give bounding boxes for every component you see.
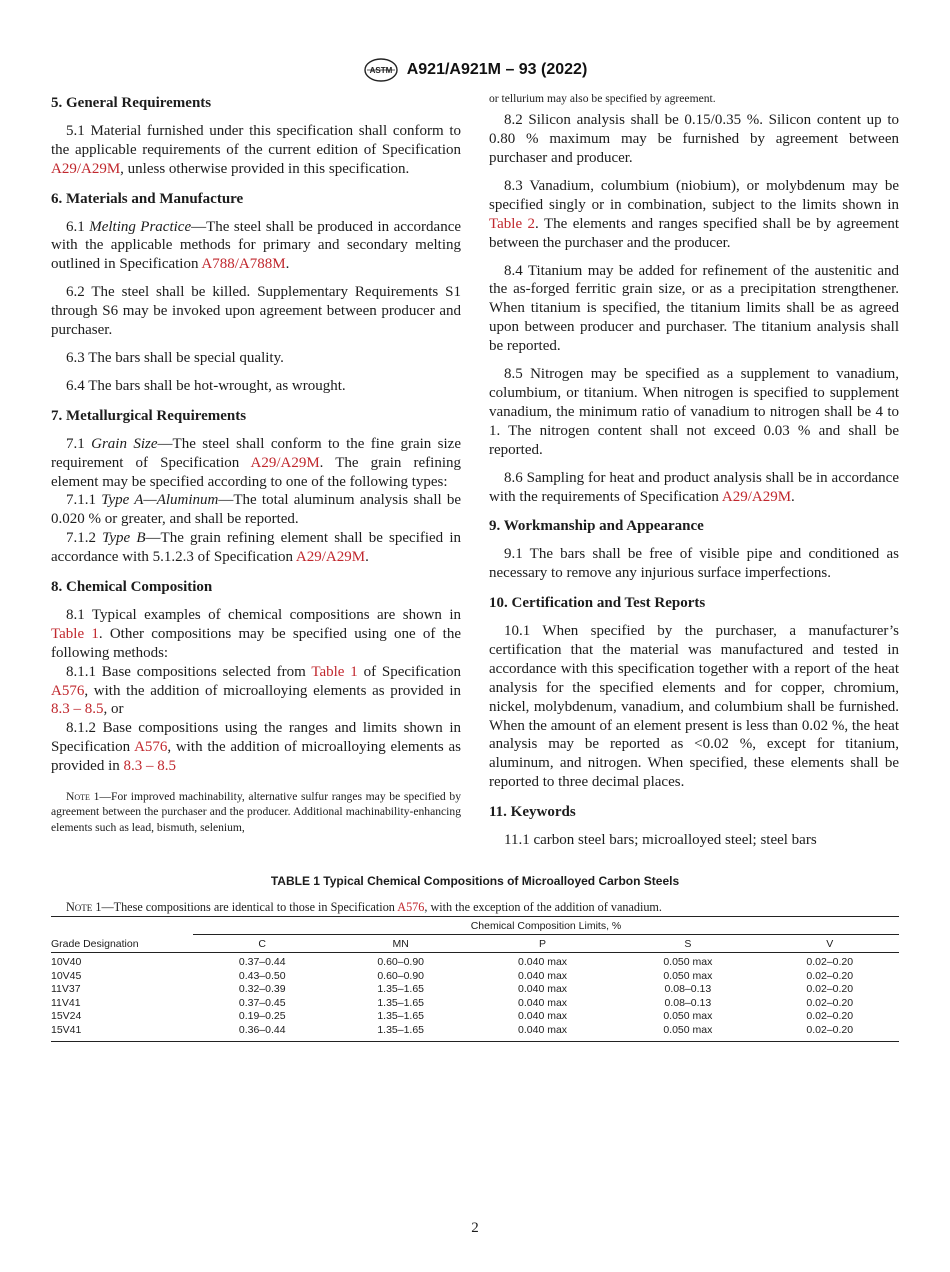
logo-text: ASTM <box>369 66 393 75</box>
column-header: P <box>470 935 615 953</box>
ref-link[interactable]: A29/A29M <box>250 454 320 471</box>
table-cell: 0.040 max <box>518 956 568 968</box>
para-8-1-2: 8.1.2 Base compositions using the ranges and limits shown in Specification A576, with the addition of microalloying elements as provided in 8.3 – 8.5 <box>51 720 461 775</box>
section-6-heading: 6. Materials and Manufacture <box>51 190 244 207</box>
section-5-heading: 5. General Requirements <box>51 95 212 111</box>
table-cell: 0.050 max <box>663 1010 713 1023</box>
table-1 <box>51 874 899 1042</box>
grade-header: Grade Designation <box>51 917 193 953</box>
table-cell: 0.040 max <box>518 996 568 1009</box>
grade-cell: 10V45 <box>51 969 82 982</box>
table-cell: 0.43–0.50 <box>238 969 286 982</box>
document-id: A921/A921M – 93 (2022) <box>406 61 588 78</box>
para-7-1-1: 7.1.1 Type A—Aluminum—The total aluminum analysis shall be 0.020 % or greater, and shall be reported. <box>51 492 462 528</box>
table-cell: 1.35–1.65 <box>377 983 425 996</box>
ref-link[interactable]: A788/A788M <box>201 256 286 273</box>
column-header: C <box>193 935 331 953</box>
section-7-heading: 7. Metallurgical Requirements <box>51 407 247 424</box>
table-cell: 0.37–0.45 <box>238 996 286 1009</box>
table-row <box>51 970 899 984</box>
para-8-3: 8.3 Vanadium, columbium (niobium), or molybdenum may be specified singly or in combination, subject to the limits shown in Table 2. The elements and ranges specified shall be by agreement between the purchaser and the producer. <box>489 177 899 251</box>
section-10-heading: 10. Certification and Test Reports <box>489 595 706 612</box>
ref-link[interactable]: A576 <box>134 739 168 756</box>
table-cell: 0.02–0.20 <box>761 1024 900 1041</box>
para-8-1-1: 8.1.1 Base compositions selected from Table 1 of Specification A576, with the addition of microalloying elements as provided in 8.3 – 8.5, or <box>51 663 461 718</box>
table-cell: 0.08–0.13 <box>664 983 712 996</box>
page-header <box>0 57 950 83</box>
table-cell: 0.60–0.90 <box>377 956 425 968</box>
table-cell: 0.36–0.44 <box>193 1024 331 1041</box>
table-cell: 0.37–0.44 <box>238 956 286 968</box>
para-7-1-2: 7.1.2 Type B—The grain refining element shall be specified in accordance with 5.1.2.3 of Specification A29/A29M. <box>51 530 461 566</box>
para-8-6: 8.6 Sampling for heat and product analysis shall be in accordance with the requirements of Specification A29/A29M. <box>489 469 899 505</box>
table-cell: 0.040 max <box>518 1010 568 1023</box>
table-link[interactable]: Table 2 <box>489 215 536 232</box>
table-link[interactable]: Table 1 <box>51 625 99 642</box>
table-cell: 0.32–0.39 <box>238 983 286 996</box>
para-8-5: 8.5 Nitrogen may be specified as a supplement to vanadium, columbium, or titanium. When nitrogen is specified to supplement vanadium, the minimum ratio of vanadium to nitrogen shall be 4 to 1. The nitrogen content shall not exceed 0.03 % and shall be reported. <box>489 366 899 458</box>
table-note: Note 1—These compositions are identical to those in Specification A576, with the exception of the addition of vanadium. <box>66 900 662 914</box>
ref-link[interactable]: A29/A29M <box>721 488 792 505</box>
grade-cell: 11V37 <box>51 983 81 996</box>
table-cell: 0.02–0.20 <box>806 1010 854 1023</box>
para-6-1: 6.1 Melting Practice—The steel shall be produced in accordance with the applicable methods for primary and secondary melting outlined in Specification A788/A788M. <box>51 218 462 273</box>
table-cell: 0.08–0.13 <box>664 996 712 1009</box>
para-8-1: 8.1 Typical examples of chemical compositions are shown in Table 1. Other compositions may be specified using one of the following methods: <box>51 606 461 661</box>
note-1-continued: or tellurium may also be specified by agreement. <box>489 92 716 105</box>
table-cell: 0.050 max <box>615 1024 760 1041</box>
ref-link[interactable]: A576 <box>51 682 85 699</box>
table-cell: 1.35–1.65 <box>377 996 425 1009</box>
para-10-1: 10.1 When specified by the purchaser, a manufacturer’s certification that the material was manufactured and tested in accordance with this specification together with a report of the heat analysis for the specified elements and for copper, chromium, nickel, molybdenum, vanadium, and columbium shall be furnished. When the amount of an element present is less than 0.02 %, the heat analysis may be reported as <0.02 %, except for titanium, aluminum, and nitrogen. When specified, these elements shall be reported to three decimal places. <box>489 623 899 791</box>
para-6-3: 6.3 The bars shall be special quality. <box>66 349 284 366</box>
ref-link[interactable]: A29/A29M <box>51 160 121 177</box>
note-1: Note 1—For improved machinability, alternative sulfur ranges may be specified by agreement between the purchaser and the producer. Additional machinability-enhancing elements such as lead, bismuth, selenium, <box>51 790 461 834</box>
table-cell: 0.050 max <box>663 956 713 968</box>
left-column <box>51 94 461 835</box>
para-5-1: 5.1 Material furnished under this specification shall conform to the applicable requirements of the current edition of Specification A29/A29M, unless otherwise provided in this specification. <box>51 122 461 177</box>
group-header: Chemical Composition Limits, % <box>193 917 899 935</box>
table-cell: 0.02–0.20 <box>806 996 854 1009</box>
column-header: S <box>615 935 760 953</box>
para-9-1: 9.1 The bars shall be free of visible pipe and conditioned as necessary to remove any injurious surface imperfections. <box>489 546 899 582</box>
section-link[interactable]: 8.3 – 8.5 <box>123 758 176 775</box>
table-cell: 0.040 max <box>470 1024 615 1041</box>
grade-cell: 15V41 <box>51 1024 193 1041</box>
table-cell: 0.02–0.20 <box>806 983 854 996</box>
section-8-heading: 8. Chemical Composition <box>51 579 213 596</box>
page-number: 2 <box>471 1220 479 1236</box>
table-cell: 0.040 max <box>518 969 568 982</box>
table-cell: 0.050 max <box>663 969 713 982</box>
section-9-heading: 9. Workmanship and Appearance <box>489 518 704 535</box>
ref-link[interactable]: A29/A29M <box>295 549 366 566</box>
table-row <box>51 1024 899 1041</box>
ref-link[interactable]: A576 <box>397 900 425 914</box>
composition-table <box>51 916 899 1042</box>
table-cell: 1.35–1.65 <box>331 1024 469 1041</box>
para-6-2: 6.2 The steel shall be killed. Supplementary Requirements S1 through S6 may be invoked upon agreement between producer and purchaser. <box>51 284 461 339</box>
table-title: TABLE 1 Typical Chemical Compositions of Microalloyed Carbon Steels <box>270 874 680 888</box>
astm-logo-icon <box>363 57 399 83</box>
table-cell: 0.02–0.20 <box>806 956 854 968</box>
column-header: MN <box>331 935 469 953</box>
para-7-1: 7.1 Grain Size—The steel shall conform to the fine grain size requirement of Specification A29/A29M. The grain refining element may be specified according to one of the following types: <box>51 435 462 490</box>
grade-cell: 11V41 <box>51 996 81 1009</box>
table-cell: 0.60–0.90 <box>377 969 425 982</box>
para-8-4: 8.4 Titanium may be added for refinement of the austenitic and the as-forged ferritic grain size, or as a precipitation strengthener. When titanium is specified, the titanium limits shall be as agreed upon between producer and purchaser. The titanium analysis shall be reported. <box>489 262 899 355</box>
table-cell: 0.040 max <box>518 983 568 996</box>
right-column <box>489 94 899 859</box>
table-link[interactable]: Table 1 <box>311 663 358 680</box>
table-row <box>51 953 899 970</box>
grade-cell: 10V40 <box>51 956 82 968</box>
para-8-2: 8.2 Silicon analysis shall be 0.15/0.35 %. Silicon content up to 0.80 % maximum may be furnished by agreement between purchaser and producer. <box>489 112 899 167</box>
table-row <box>51 1010 899 1024</box>
para-11-1: 11.1 carbon steel bars; microalloyed steel; steel bars <box>504 832 817 849</box>
table-row <box>51 983 899 997</box>
table-row <box>51 997 899 1011</box>
para-6-4: 6.4 The bars shall be hot-wrought, as wrought. <box>66 377 346 394</box>
section-link[interactable]: 8.3 – 8.5 <box>51 701 104 718</box>
table-cell: 0.19–0.25 <box>238 1010 286 1023</box>
column-header: V <box>761 935 900 953</box>
table-cell: 0.02–0.20 <box>806 969 854 982</box>
grade-cell: 15V24 <box>51 1010 82 1023</box>
section-11-heading: 11. Keywords <box>489 804 576 821</box>
table-cell: 1.35–1.65 <box>377 1010 425 1023</box>
